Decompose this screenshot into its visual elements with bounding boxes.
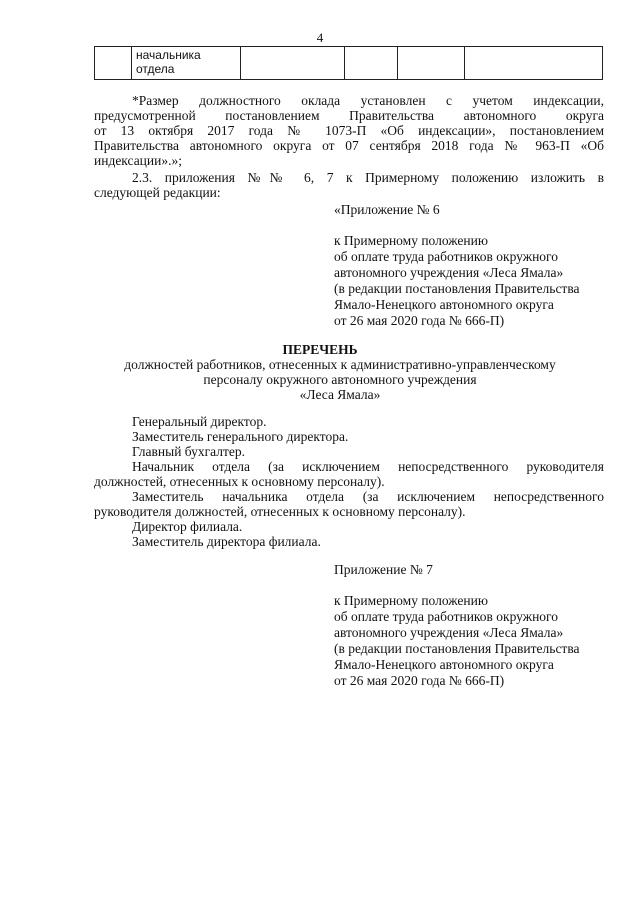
clause-line: следующей редакции:: [94, 185, 221, 200]
list-item: Заместитель генерального директора.: [132, 429, 349, 444]
appendix-7-line: к Примерному положению: [334, 593, 488, 608]
footnote-line: *Размер должностного оклада установлен с учетом индексации,: [132, 93, 604, 108]
footnote-line: предусмотренной постановлением Правительства автономного округа: [94, 108, 604, 123]
table-cell: [398, 47, 465, 80]
list-item: Начальник отдела (за исключением непосредственного руководителя должностей, отнесенных к основному персоналу).: [94, 459, 604, 489]
footnote-line: индексации».»;: [94, 153, 182, 168]
list-item: Директор филиала.: [132, 519, 243, 534]
table-cell: [345, 47, 398, 80]
footnote: [94, 93, 604, 168]
clause-line: 2.3. приложения №№ 6, 7 к Примерному положению изложить в: [132, 170, 604, 185]
table-cell: [465, 47, 603, 80]
list-item: Главный бухгалтер.: [132, 444, 246, 459]
appendix-7-title: Приложение № 7: [334, 562, 433, 577]
appendix-6-line: об оплате труда работников окружного: [334, 249, 558, 264]
appendix-7-line: от 26 мая 2020 года № 666-П): [334, 673, 505, 688]
table-cell: [241, 47, 345, 80]
subtitle-line: «Леса Ямала»: [299, 387, 381, 402]
table-cell-position: начальника отдела: [132, 47, 241, 80]
continued-table: [94, 46, 603, 80]
list-subtitle: [80, 357, 600, 402]
appendix-6-line: Ямало-Ненецкого автономного округа: [334, 297, 554, 312]
subtitle-line: персоналу окружного автономного учреждения: [203, 372, 477, 387]
positions-list: [94, 414, 604, 549]
appendix-7-header: [334, 562, 580, 689]
appendix-6-line: автономного учреждения «Леса Ямала»: [334, 265, 564, 280]
appendix-6-line: к Примерному положению: [334, 233, 488, 248]
list-item: Заместитель начальника отдела (за исключением непосредственного руководителя должностей, отнесенных к основному персоналу).: [94, 489, 604, 519]
appendix-7-line: Ямало-Ненецкого автономного округа: [334, 657, 554, 672]
table-cell: [95, 47, 132, 80]
list-heading: ПЕРЕЧЕНЬ: [282, 342, 358, 357]
list-item: Заместитель директора филиала.: [132, 534, 321, 549]
appendix-6-title: «Приложение № 6: [334, 202, 440, 217]
clause-2-3: [94, 170, 604, 200]
footnote-line: от 13 октября 2017 года № 1073-П «Об индексации», постановлением: [94, 123, 604, 138]
page-number: 4: [316, 30, 324, 45]
appendix-7-line: автономного учреждения «Леса Ямала»: [334, 625, 564, 640]
appendix-6-line: от 26 мая 2020 года № 666-П): [334, 313, 505, 328]
appendix-6-header: [334, 202, 580, 329]
appendix-7-line: об оплате труда работников окружного: [334, 609, 558, 624]
table-row: [95, 47, 603, 80]
footnote-line: Правительства автономного округа от 07 сентября 2018 года № 963-П «Об: [94, 138, 604, 153]
appendix-6-line: (в редакции постановления Правительства: [334, 281, 580, 296]
appendix-7-line: (в редакции постановления Правительства: [334, 641, 580, 656]
list-item: Генеральный директор.: [132, 414, 267, 429]
subtitle-line: должностей работников, отнесенных к административно-управленческому: [124, 357, 556, 372]
